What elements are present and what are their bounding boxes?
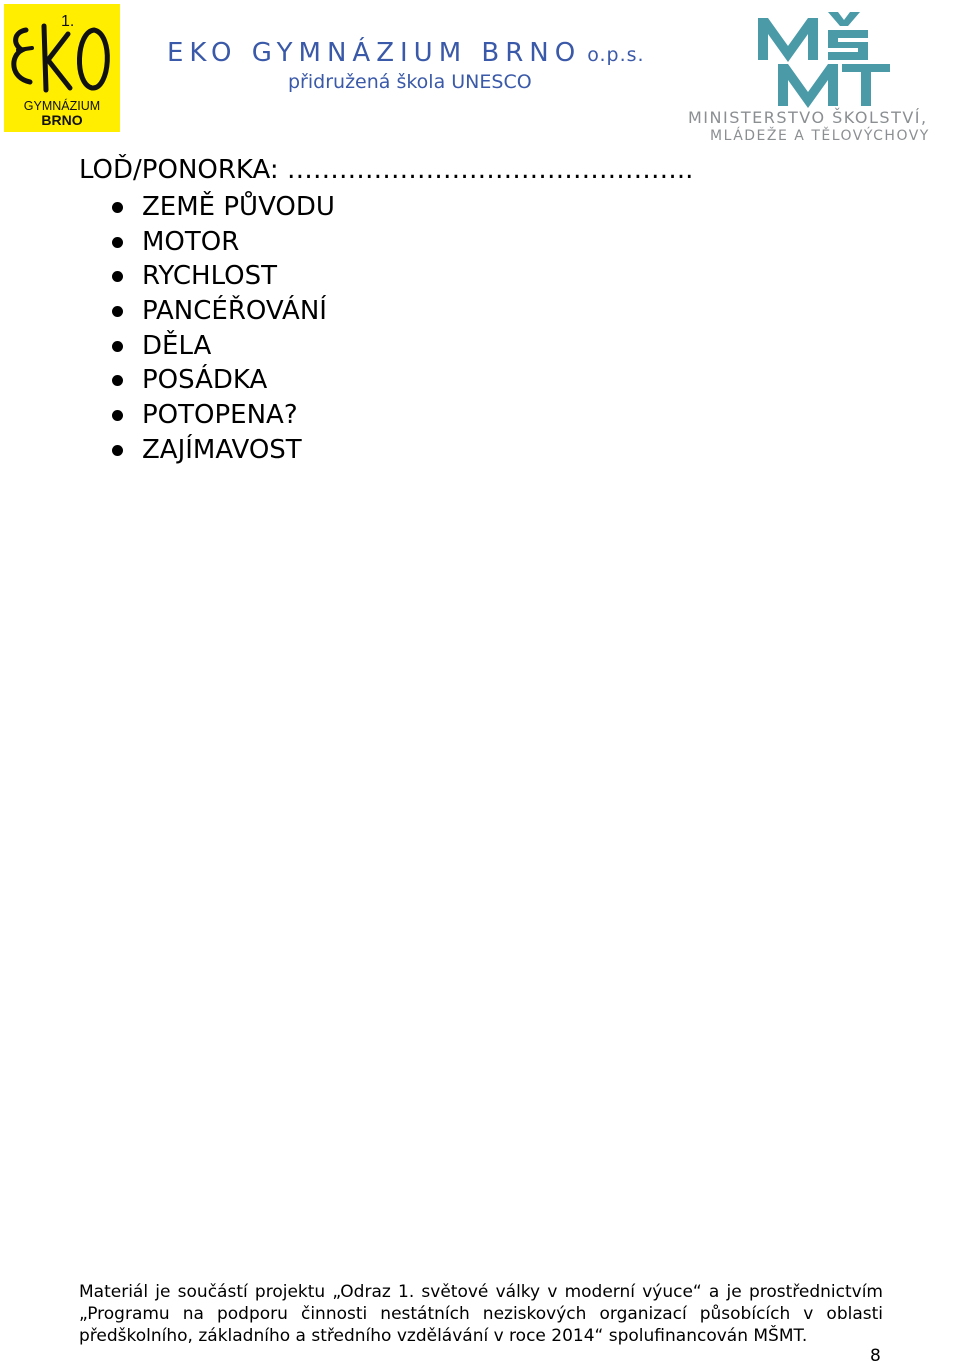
footer-line: „Programu na podporu činnosti nestátních neziskových organizací působících v oblasti [79, 1304, 883, 1324]
bullet-icon [112, 445, 123, 456]
bullet-icon [112, 306, 123, 317]
footer-funding-note [79, 1281, 883, 1347]
worksheet-heading: LOĎ/PONORKA: ……………………………………….. [79, 155, 694, 185]
bullet-icon [112, 375, 123, 386]
msmt-name-line-1: MINISTERSTVO ŠKOLSTVÍ, [688, 108, 928, 127]
school-legal-form: o.p.s. [587, 44, 645, 66]
list-item-label: DĚLA [142, 330, 212, 361]
list-item-label: RYCHLOST [142, 261, 277, 292]
list-item-label: POTOPENA? [142, 400, 298, 431]
list-item-label: ZEMĚ PŮVODU [142, 192, 335, 222]
list-item-label: POSÁDKA [142, 365, 268, 396]
school-title [167, 38, 645, 68]
bullet-icon [112, 202, 123, 213]
bullet-icon [112, 410, 123, 421]
footer-line: předškolního, základního a středního vzdělávání v roce 2014“ spolufinancován MŠMT. [79, 1326, 808, 1346]
eko-gymnazium-logo [4, 4, 120, 132]
svg-text:GYMNÁZIUM: GYMNÁZIUM [23, 99, 101, 113]
svg-text:BRNO: BRNO [41, 112, 83, 128]
school-subtitle: přidružená škola UNESCO [288, 71, 532, 93]
school-name: EKO GYMNÁZIUM BRNO [167, 38, 582, 68]
page-number: 8 [870, 1346, 881, 1366]
msmt-logo [758, 12, 892, 108]
bullet-icon [112, 237, 123, 248]
footer-line: Materiál je součástí projektu „Odraz 1. světové války v moderní výuce“ a je prostřednictvím [79, 1282, 883, 1302]
svg-text:1.: 1. [61, 13, 75, 30]
msmt-name-line-2: MLÁDEŽE A TĚLOVÝCHOVY [710, 128, 930, 144]
list-item-label: ZAJÍMAVOST [142, 434, 302, 465]
bullet-icon [112, 341, 123, 352]
msmt-monogram-icon [758, 12, 890, 108]
list-item-label: PANCÉŘOVÁNÍ [142, 296, 327, 327]
bullet-icon [112, 271, 123, 282]
list-item-label: MOTOR [142, 226, 240, 257]
